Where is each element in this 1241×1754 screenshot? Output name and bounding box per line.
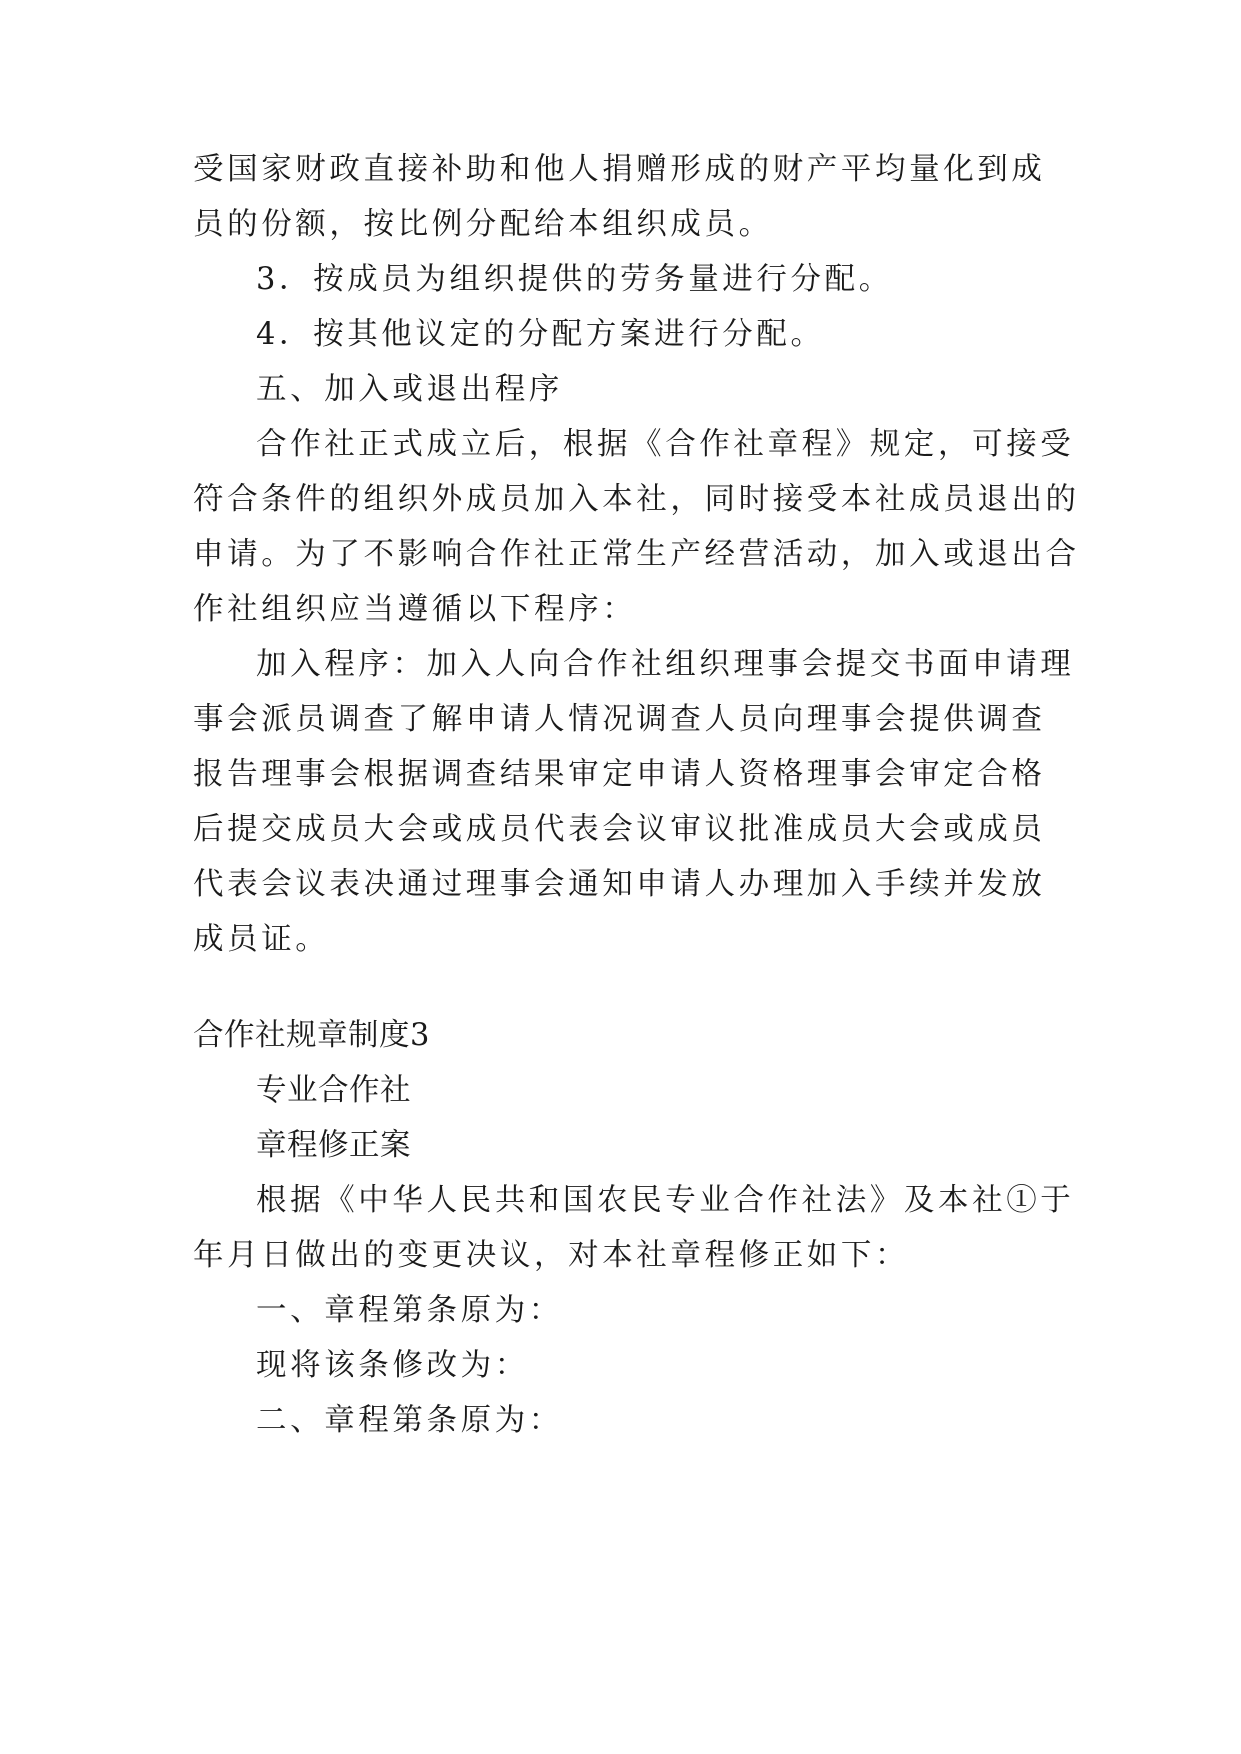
paragraph-line: 成员证。 <box>193 922 330 957</box>
paragraph-line: 报告理事会根据调查结果审定申请人资格理事会审定合格 <box>193 757 1046 792</box>
paragraph-line: 合作社正式成立后，根据《合作社章程》规定，可接受 <box>256 427 1075 462</box>
paragraph-line: 加入程序：加入人向合作社组织理事会提交书面申请理 <box>256 647 1075 682</box>
paragraph-line: 事会派员调查了解申请人情况调查人员向理事会提供调查 <box>193 702 1046 737</box>
subtitle: 章程修正案 <box>256 1128 411 1163</box>
paragraph-line: 员的份额，按比例分配给本组织成员。 <box>193 207 773 242</box>
paragraph-line: 作社组织应当遵循以下程序： <box>193 592 637 627</box>
document-title: 合作社规章制度3 <box>193 1018 430 1053</box>
list-item: 一、章程第条原为： <box>256 1293 563 1328</box>
paragraph-line: 受国家财政直接补助和他人捐赠形成的财产平均量化到成 <box>193 152 1046 187</box>
paragraph-line: 申请。为了不影响合作社正常生产经营活动，加入或退出合 <box>193 537 1080 572</box>
paragraph-line: 后提交成员大会或成员代表会议审议批准成员大会或成员 <box>193 812 1046 847</box>
list-item: 二、章程第条原为： <box>256 1403 563 1438</box>
list-item: 4．按其他议定的分配方案进行分配。 <box>256 317 825 352</box>
list-item: 3．按成员为组织提供的劳务量进行分配。 <box>256 262 893 297</box>
paragraph-line: 根据《中华人民共和国农民专业合作社法》及本社①于 <box>256 1183 1075 1218</box>
paragraph-line: 年月日做出的变更决议，对本社章程修正如下： <box>193 1238 910 1273</box>
list-item: 现将该条修改为： <box>256 1348 529 1383</box>
paragraph-line: 符合条件的组织外成员加入本社，同时接受本社成员退出的 <box>193 482 1080 517</box>
section-heading: 五、加入或退出程序 <box>256 372 563 407</box>
paragraph-line: 代表会议表决通过理事会通知申请人办理加入手续并发放 <box>193 867 1046 902</box>
subtitle: 专业合作社 <box>256 1073 411 1108</box>
